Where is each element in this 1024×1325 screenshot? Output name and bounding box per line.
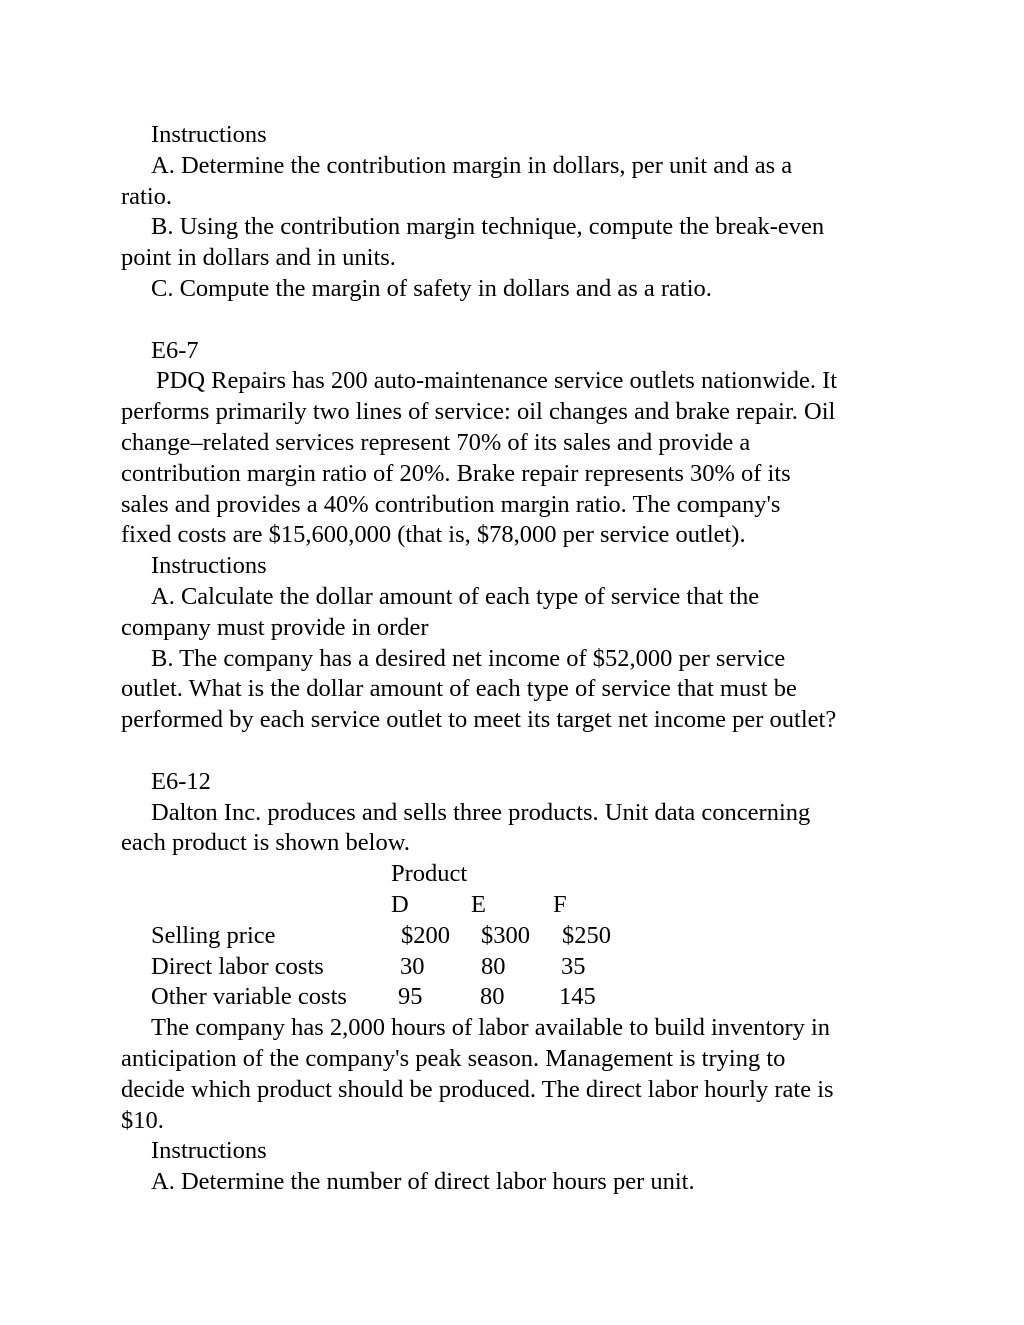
paragraph-line: Dalton Inc. produces and sells three products. Unit data concerning [151,798,811,826]
cell-f: $250 [562,921,611,949]
paragraph-line: change–related services represent 70% of its sales and provide a [121,428,751,456]
paragraph-line: anticipation of the company's peak season. Management is trying to [121,1044,786,1072]
exercise-heading: E6-7 [151,336,199,364]
instructions-heading: Instructions [151,1137,267,1165]
table-row [121,982,921,1013]
instruction-c-line: C. Compute the margin of safety in dollars and as a ratio. [151,274,712,302]
cell-e: 80 [480,983,505,1011]
instruction-a-line: company must provide in order [121,613,429,641]
document-page [121,120,921,1198]
cell-d: $200 [401,921,450,949]
spacer [121,305,921,336]
instruction-a-line: A. Determine the contribution margin in dollars, per unit and as a [151,151,793,179]
table-row [121,921,921,952]
exercise-heading: E6-12 [151,767,211,795]
cell-e: $300 [481,921,530,949]
paragraph-line: contribution margin ratio of 20%. Brake repair represents 30% of its [121,459,791,487]
instruction-b-line: performed by each service outlet to meet its target net income per outlet? [121,706,837,734]
paragraph-line: decide which product should be produced. The direct labor hourly rate is [121,1075,834,1103]
paragraph-line: The company has 2,000 hours of labor available to build inventory in [151,1014,831,1042]
paragraph-line: sales and provides a 40% contribution margin ratio. The company's [121,490,781,518]
instruction-a-line: A. Determine the number of direct labor hours per unit. [151,1168,695,1196]
paragraph-line: PDQ Repairs has 200 auto-maintenance service outlets nationwide. It [156,367,838,395]
paragraph-line: fixed costs are $15,600,000 (that is, $78,000 per service outlet). [121,521,746,549]
paragraph-line: performs primarily two lines of service: oil changes and brake repair. Oil [121,398,836,426]
instructions-heading: Instructions [151,552,267,580]
row-label: Selling price [151,921,276,949]
spacer [121,736,921,767]
paragraph-line: $10. [121,1106,164,1134]
cell-e: 80 [481,952,506,980]
row-label: Direct labor costs [151,952,324,980]
table-row [121,952,921,983]
instruction-b-line: B. The company has a desired net income of $52,000 per service [151,644,786,672]
row-label: Other variable costs [151,983,347,1011]
cell-f: 145 [559,983,596,1011]
paragraph-line: each product is shown below. [121,829,410,857]
column-header-d: D [391,890,409,918]
cell-f: 35 [561,952,586,980]
cell-d: 95 [398,983,423,1011]
instruction-b-line: outlet. What is the dollar amount of each type of service that must be [121,675,797,703]
column-header-e: E [471,890,486,918]
column-header-f: F [553,890,567,918]
table-group-header: Product [391,860,468,888]
instruction-a-line: A. Calculate the dollar amount of each type of service that the [151,582,760,610]
table-group-header-row [121,859,921,890]
instruction-a-line: ratio. [121,182,173,210]
table-header-row [121,890,921,921]
instruction-b-line: point in dollars and in units. [121,244,396,272]
instructions-heading: Instructions [151,121,267,148]
instruction-b-line: B. Using the contribution margin technique, compute the break-even [151,213,825,241]
cell-d: 30 [400,952,425,980]
